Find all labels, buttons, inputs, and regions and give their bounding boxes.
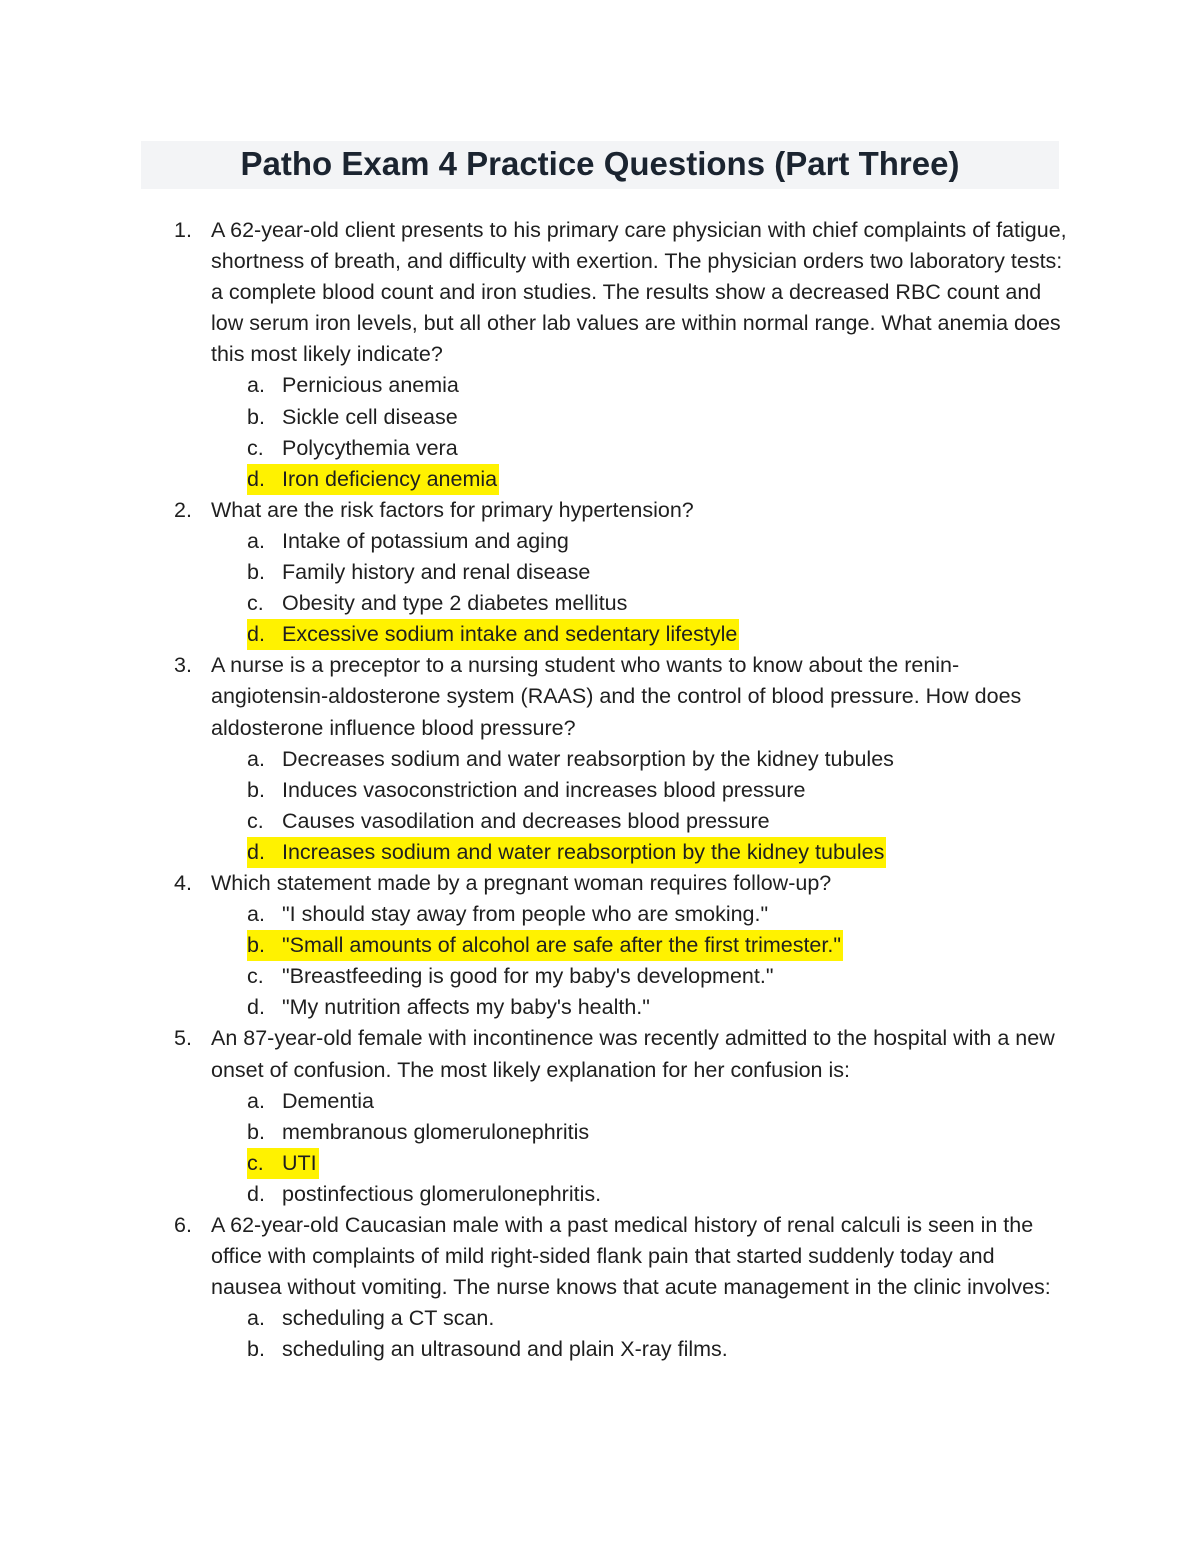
answer-option (247, 930, 1071, 961)
option-text: Intake of potassium and aging (282, 528, 569, 553)
option-letter: a. (247, 528, 265, 553)
option-text: UTI (282, 1150, 317, 1175)
option-text: Decreases sodium and water reabsorption by the kidney tubules (282, 746, 894, 771)
answer-option (247, 899, 1071, 930)
question-number: 3. (174, 653, 192, 678)
option-text: Obesity and type 2 diabetes mellitus (282, 591, 628, 616)
option-text: Excessive sodium intake and sedentary lifestyle (282, 622, 738, 647)
answer-option (247, 464, 1071, 495)
answer-option (247, 1334, 1071, 1365)
option-letter: b. (247, 1337, 265, 1362)
answer-option (247, 837, 1071, 868)
answer-row (247, 806, 772, 837)
answer-options (211, 1086, 1071, 1210)
answer-row (247, 1117, 591, 1148)
answer-option (247, 1179, 1071, 1210)
question-text: A nurse is a preceptor to a nursing student who wants to know about the renin-angiotensin-aldosterone system (RAAS) and the control of blood pressure. How does aldosterone influence blood pressure? (211, 653, 1022, 740)
answer-option (247, 1086, 1071, 1117)
option-text: "My nutrition affects my baby's health." (282, 995, 650, 1020)
question-item (0, 650, 1071, 868)
answer-row (247, 402, 460, 433)
option-letter: a. (247, 1088, 265, 1113)
option-text: postinfectious glomerulonephritis. (282, 1181, 602, 1206)
page-title: Patho Exam 4 Practice Questions (Part Three) (240, 145, 960, 182)
answer-row (247, 433, 460, 464)
answer-option (247, 992, 1071, 1023)
option-letter: b. (247, 1119, 265, 1144)
answer-row (247, 744, 896, 775)
highlighted-answer (247, 1148, 319, 1179)
option-text: scheduling an ultrasound and plain X-ray films. (282, 1337, 728, 1362)
option-letter: b. (247, 560, 265, 585)
option-letter: a. (247, 1306, 265, 1331)
option-letter: a. (247, 746, 265, 771)
option-text: Increases sodium and water reabsorption by the kidney tubules (282, 839, 885, 864)
option-letter: d. (247, 995, 265, 1020)
question-list (0, 215, 1200, 1365)
answer-options (211, 370, 1071, 494)
question-item (0, 868, 1071, 1023)
option-letter: b. (247, 933, 265, 958)
question-number: 6. (174, 1213, 192, 1237)
answer-row (247, 370, 461, 401)
answer-row (247, 961, 775, 992)
question-text: A 62-year-old Caucasian male with a past medical history of renal calculi is seen in the office with complaints of mild right-sided flank pain that started suddenly today and nausea without vomiting. The nurse knows that acute management in the clinic involves: (211, 1213, 1051, 1300)
answer-option (247, 619, 1071, 650)
title-banner (141, 141, 1059, 189)
option-text: Dementia (282, 1088, 375, 1113)
option-letter: c. (247, 435, 264, 460)
option-letter: c. (247, 808, 264, 833)
option-text: Causes vasodilation and decreases blood pressure (282, 808, 770, 833)
option-text: "I should stay away from people who are smoking." (282, 902, 769, 927)
question-text: Which statement made by a pregnant woman requires follow-up? (211, 870, 832, 895)
question-number: 4. (174, 870, 192, 895)
answer-row (247, 775, 807, 806)
answer-option (247, 961, 1071, 992)
option-letter: a. (247, 902, 265, 927)
answer-option (247, 370, 1071, 401)
answer-row (247, 899, 770, 930)
answer-row (247, 588, 629, 619)
option-text: "Small amounts of alcohol are safe after the first trimester." (282, 933, 841, 958)
answer-option (247, 588, 1071, 619)
question-number: 5. (174, 1026, 192, 1051)
option-letter: b. (247, 777, 265, 802)
answer-option (247, 1148, 1071, 1179)
option-letter: d. (247, 1181, 265, 1206)
question-item (0, 215, 1071, 495)
answer-option (247, 526, 1071, 557)
answer-option (247, 775, 1071, 806)
option-letter: d. (247, 622, 265, 647)
option-letter: d. (247, 466, 265, 491)
option-letter: d. (247, 839, 265, 864)
answer-options (211, 899, 1071, 1023)
answer-row (247, 1303, 496, 1334)
highlighted-answer (247, 619, 739, 650)
question-item (0, 1210, 1071, 1365)
answer-options (211, 526, 1071, 650)
answer-options (211, 1303, 1071, 1365)
answer-row (247, 557, 592, 588)
question-number: 1. (174, 218, 192, 242)
answer-option (247, 402, 1071, 433)
option-letter: c. (247, 964, 264, 989)
question-item (0, 495, 1071, 650)
answer-row (247, 1179, 603, 1210)
highlighted-answer (247, 930, 843, 961)
option-text: Pernicious anemia (282, 373, 459, 398)
answer-row (247, 992, 652, 1023)
option-text: Family history and renal disease (282, 560, 591, 585)
option-letter: b. (247, 404, 265, 429)
answer-row (247, 1334, 730, 1365)
question-text: An 87-year-old female with incontinence was recently admitted to the hospital with a new onset of confusion. The most likely explanation for her confusion is: (211, 1026, 1055, 1082)
answer-options (211, 744, 1071, 868)
answer-row (247, 526, 571, 557)
answer-option (247, 1303, 1071, 1334)
option-text: Induces vasoconstriction and increases blood pressure (282, 777, 806, 802)
option-letter: a. (247, 373, 265, 398)
question-text: What are the risk factors for primary hypertension? (211, 497, 694, 522)
question-item (0, 1023, 1071, 1210)
answer-option (247, 557, 1071, 588)
option-text: "Breastfeeding is good for my baby's development." (282, 964, 774, 989)
highlighted-answer (247, 464, 499, 495)
answer-option (247, 806, 1071, 837)
option-text: Iron deficiency anemia (282, 466, 498, 491)
answer-row (247, 1086, 376, 1117)
option-text: Sickle cell disease (282, 404, 458, 429)
answer-option (247, 1117, 1071, 1148)
answer-option (247, 433, 1071, 464)
answer-option (247, 744, 1071, 775)
option-text: Polycythemia vera (282, 435, 458, 460)
option-text: membranous glomerulonephritis (282, 1119, 590, 1144)
option-text: scheduling a CT scan. (282, 1306, 495, 1331)
option-letter: c. (247, 1150, 264, 1175)
question-number: 2. (174, 497, 192, 522)
question-text: A 62-year-old client presents to his primary care physician with chief complaints of fatigue, shortness of breath, and difficulty with exertion. The physician orders two laboratory tests: a complete blood count and iron studies. The results show a decreased RBC count and low serum iron levels, but all other lab values are within normal range. What anemia does this most likely indicate? (211, 218, 1067, 367)
option-letter: c. (247, 591, 264, 616)
highlighted-answer (247, 837, 886, 868)
